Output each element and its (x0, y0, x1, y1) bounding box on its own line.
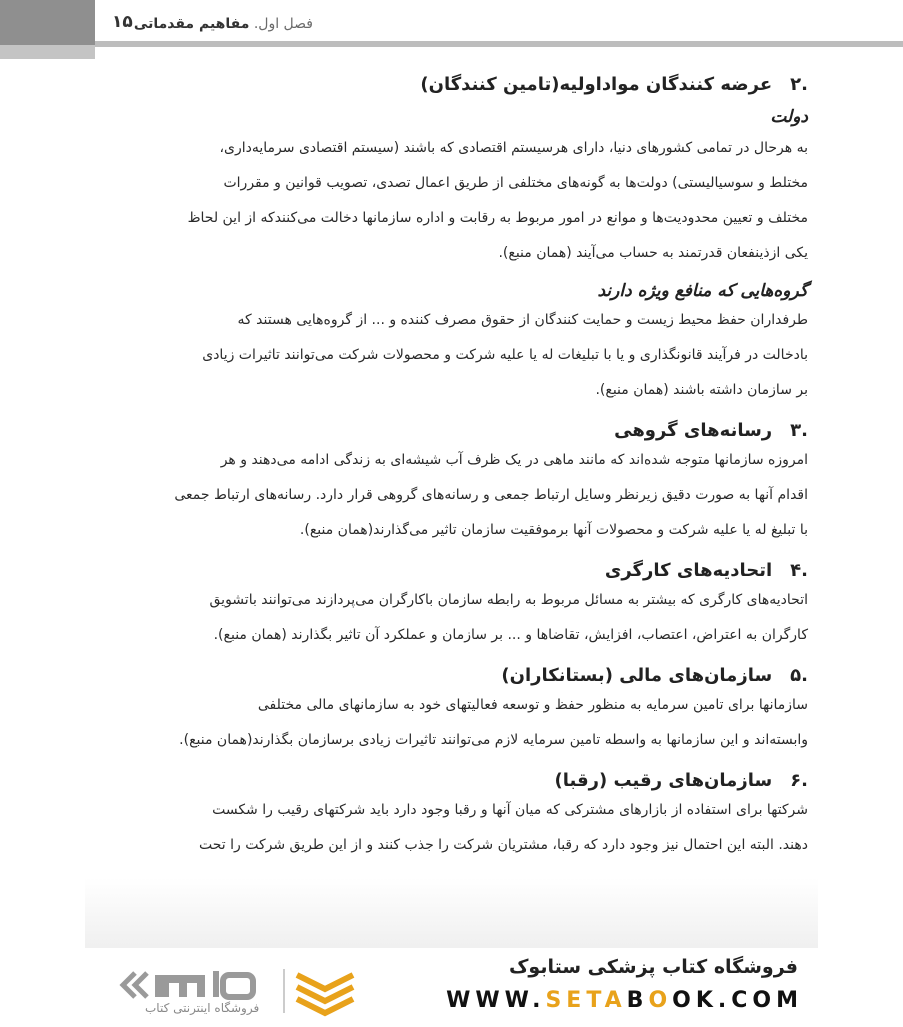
text-line: کارگران به اعتراض، اعتصاب، افزایش، تقاضاها و ... بر سازمان و عملکرد آن تاثیر بگذارند (همان منبع). (213, 627, 808, 643)
text-line: با تبلیغ له یا علیه شرکت و محصولات آنها برموفقیت سازمان تاثیر می‌گذارند(همان منبع). (299, 522, 808, 538)
running-head (134, 16, 313, 32)
text-line: بر سازمان داشته باشند (همان منبع). (595, 382, 808, 398)
footer-fade-overlay (85, 878, 818, 948)
section-heading-6: .۶سازمان‌های رقیب (رقبا) (554, 770, 808, 791)
page-header (0, 0, 903, 60)
text-line: اتحادیه‌های کارگری که بیشتر به مسائل مربوط به رابطه سازمان باکارگران می‌پردازند می‌توانند باتشویق (209, 592, 808, 608)
text-line: امروزه سازمانها متوجه شده‌اند که مانند ماهی در یک ظرف آب شیشه‌ای به زندگی ادامه می‌دهند و هر (220, 452, 808, 468)
store-name: فروشگاه کتاب پزشکی ستابوک (508, 956, 798, 978)
setabook-logo (115, 963, 375, 1023)
text-line: یکی ازذینفعان قدرتمند به حساب می‌آیند (همان منبع). (498, 245, 808, 261)
section-heading-5: .۵سازمان‌های مالی (بستانکاران) (501, 665, 808, 686)
text-line: مختلف و تعیین محدودیت‌ها و موانع در امور مربوط به رقابت و اداره سازمانها دخالت می‌کنندکه از این لحاظ (187, 210, 808, 226)
paragraph-financial (95, 688, 808, 758)
paragraph-media (95, 443, 808, 548)
section-heading-4: .۴اتحادیه‌های کارگری (604, 560, 808, 581)
header-grey-block (0, 0, 95, 45)
paragraph-interest-groups (95, 303, 808, 408)
paragraph-unions (95, 583, 808, 653)
text-line: به هرحال در تمامی کشورهای دنیا، دارای هرسیستم اقتصادی که باشند (سیستم اقتصادی سرمایه‌داری، (219, 140, 808, 156)
text-line: دهند. البته این احتمال نیز وجود دارد که رقبا، مشتریان شرکت را جذب کنند و از این طریق شرکت را تحت (198, 837, 808, 853)
subheading-government: دولت (770, 107, 808, 127)
text-line: طرفداران حفظ محیط زیست و حمایت کنندگان از حقوق مصرف کننده و ... از گروه‌هایی هستند که (237, 312, 808, 328)
text-line: وابسته‌اند و این سازمانها به واسطه تامین سرمایه لازم می‌توانند تاثیرات زیادی برسازمان بگذارند(همان منبع). (179, 732, 808, 748)
text-line: سازمانها برای تامین سرمایه به منظور حفظ و توسعه فعالیتهای خود به سازمانهای مالی مختلفی (257, 697, 808, 713)
store-footer (0, 948, 903, 1024)
subheading-interest-groups: گروه‌هایی که منافع ویژه دارند (597, 281, 808, 301)
store-url[interactable]: WWW.SETABOOK.COM (446, 988, 803, 1013)
section-heading-2: .۲عرضه کنندگان موادا‌ولیه(تامین کنندگان) (420, 74, 808, 95)
paragraph-competitors (95, 793, 808, 863)
logo-subtext: فروشگاه اینترنتی کتاب (145, 1001, 260, 1015)
chapter-title: مفاهیم مقدماتی (133, 16, 250, 32)
text-line: اقدام آنها به صورت دقیق زیرنظر وسایل ارتباط جمعی و رسانه‌های گروهی قرار دارد. رسانه‌های ارتباط جمعی (174, 487, 808, 503)
page-content (95, 70, 808, 863)
text-line: بادخالت در فرآیند قانونگذاری و یا با تبلیغات له یا علیه شرکت و محصولات شرکت می‌توانند تاثیرات زیادی (202, 347, 808, 363)
chapter-label: فصل اول. (253, 16, 313, 32)
text-line: شرکتها برای استفاده از بازارهای مشترکی که میان آنها و رقبا وجود دارد باید شرکتهای رقیب را شکست (212, 802, 808, 818)
text-line: مختلط و سوسیالیستی) دولت‌ها به گونه‌های مختلفی از طریق اعمال تصدی، تصویب قوانین و مقررات (223, 175, 808, 191)
paragraph-government (95, 131, 808, 271)
header-grey-block-lower (0, 45, 95, 59)
section-heading-3: .۳رسانه‌های گروهی (614, 420, 808, 441)
header-rule (95, 41, 903, 47)
page-number: ۱۵ (112, 12, 133, 32)
